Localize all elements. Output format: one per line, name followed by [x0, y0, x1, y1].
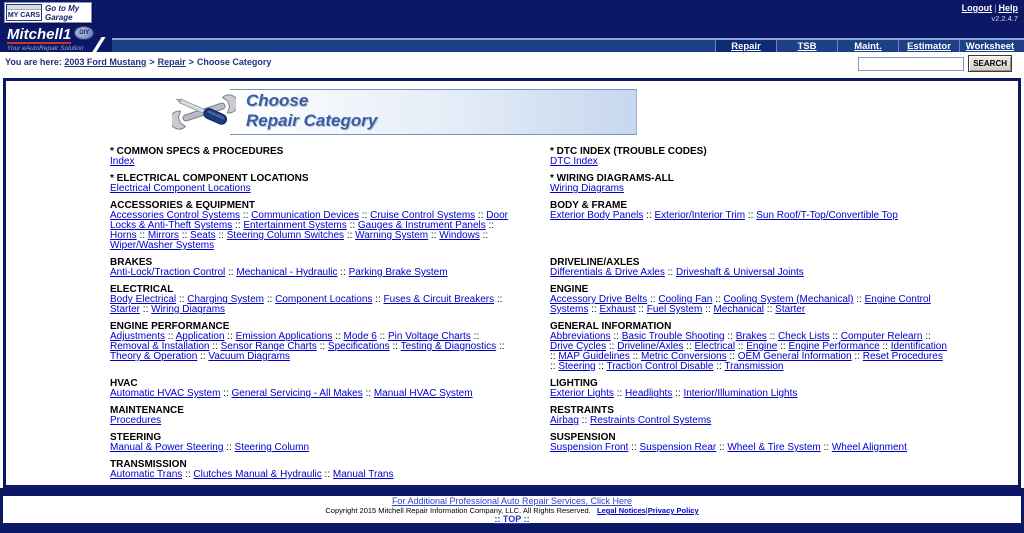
search-input[interactable] [858, 57, 964, 71]
tab-bar [715, 40, 1020, 52]
category-link-seats[interactable]: Seats [190, 230, 216, 241]
link-separator: :: [702, 304, 714, 315]
link-separator: :: [223, 442, 235, 453]
link-separator: :: [344, 230, 356, 241]
category-link-electrical-component-locations[interactable]: Electrical Component Locations [110, 183, 251, 194]
link-separator: :: [165, 331, 176, 342]
link-separator: :: [475, 210, 487, 221]
category-links [110, 295, 510, 315]
search-button[interactable]: SEARCH [968, 55, 1012, 72]
category-section-suspension [550, 433, 950, 453]
link-separator: :: [224, 331, 236, 342]
category-link-component-locations[interactable]: Component Locations [275, 294, 373, 305]
category-link-drive-cycles[interactable]: Drive Cycles [550, 341, 607, 352]
category-section-wiring-diagrams-all [550, 174, 950, 194]
category-link-reset-procedures[interactable]: Reset Procedures [862, 351, 943, 362]
category-links [110, 332, 510, 362]
category-link-removal-installation[interactable]: Removal & Installation [110, 341, 210, 352]
link-separator: :: [628, 442, 640, 453]
category-heading: HVAC [110, 378, 138, 389]
category-links [550, 295, 950, 315]
category-link-gauges-instrument-panels[interactable]: Gauges & Instrument Panels [357, 220, 486, 231]
category-link-theory-operation[interactable]: Theory & Operation [110, 351, 198, 362]
category-links [550, 389, 950, 399]
category-empty-cell [550, 460, 950, 480]
link-separator: :: [726, 351, 738, 362]
category-link-engine-control-systems[interactable]: Engine Control Systems [550, 294, 931, 315]
category-links [550, 443, 950, 453]
category-link-procedures[interactable]: Procedures [110, 415, 162, 426]
category-link-electrical[interactable]: Electrical [694, 341, 736, 352]
category-link-accessories-control-systems[interactable]: Accessories Control Systems [110, 210, 241, 221]
category-link-specifications[interactable]: Specifications [327, 341, 390, 352]
category-section-driveline-axles [550, 258, 950, 278]
category-heading: RESTRAINTS [550, 405, 614, 416]
category-link-vacuum-diagrams[interactable]: Vacuum Diagrams [208, 351, 290, 362]
legal-separator: | [645, 506, 648, 515]
category-links [110, 389, 510, 399]
link-separator: :: [376, 331, 388, 342]
category-link-horns[interactable]: Horns [110, 230, 137, 241]
breadcrumb-item-2003-ford-mustang[interactable]: 2003 Ford Mustang [64, 57, 147, 67]
category-link-suspension-rear[interactable]: Suspension Rear [639, 442, 717, 453]
link-separator: :: [606, 341, 618, 352]
footer [3, 496, 1021, 523]
category-section-general-information [550, 322, 950, 372]
tab-tsb[interactable]: TSB [776, 40, 837, 52]
category-link-manual-hvac-system[interactable]: Manual HVAC System [373, 388, 473, 399]
link-separator: :: [209, 341, 221, 352]
help-link[interactable]: Help [998, 3, 1018, 13]
category-row [110, 322, 1000, 372]
category-link-identification[interactable]: Identification [890, 341, 947, 352]
category-links [550, 184, 950, 194]
link-separator: :: [359, 210, 371, 221]
link-separator: :: [182, 469, 194, 480]
repair-tools-icon [172, 87, 236, 137]
category-link-headlights[interactable]: Headlights [625, 388, 673, 399]
link-separator: :: [879, 341, 891, 352]
category-section-maintenance [110, 406, 510, 426]
link-separator: :: [578, 415, 591, 426]
category-links [110, 416, 510, 426]
link-separator: :: [735, 341, 747, 352]
category-link-automatic-trans[interactable]: Automatic Trans [110, 469, 183, 480]
tab-maint[interactable]: Maint. [837, 40, 898, 52]
category-section-engine [550, 285, 950, 315]
link-separator: :: [389, 341, 401, 352]
link-separator: :: [664, 267, 676, 278]
category-link-adjustments[interactable]: Adjustments [110, 331, 166, 342]
tab-estimator[interactable]: Estimator [898, 40, 959, 52]
link-separator: :: [337, 267, 349, 278]
category-links [110, 211, 510, 251]
garage-label: Go to My Garage [45, 3, 80, 22]
link-separator: :: [851, 351, 863, 362]
category-links [110, 157, 510, 167]
additional-services-link[interactable]: For Additional Professional Auto Repair Services, Click Here [391, 496, 633, 506]
category-links [550, 332, 950, 372]
category-row [110, 174, 1000, 194]
link-separator: :: [263, 294, 276, 305]
category-link-manual-trans[interactable]: Manual Trans [332, 469, 394, 480]
category-link-mode-6[interactable]: Mode 6 [343, 331, 377, 342]
category-section-common-specs-procedures [110, 147, 510, 167]
page-title-line1: Choose [246, 91, 309, 110]
category-link-wiring-diagrams[interactable]: Wiring Diagrams [151, 304, 226, 315]
category-link-windows[interactable]: Windows [439, 230, 480, 241]
category-link-application[interactable]: Application [175, 331, 225, 342]
category-link-engine-performance[interactable]: Engine Performance [788, 341, 880, 352]
link-separator: :: [332, 331, 344, 342]
category-link-wheel-tire-system[interactable]: Wheel & Tire System [727, 442, 821, 453]
category-section-accessories-equipment [110, 201, 510, 251]
link-separator: :: [215, 230, 227, 241]
link-separator: :: [829, 331, 841, 342]
category-grid [110, 147, 1000, 480]
category-section-dtc-index-trouble-codes [550, 147, 950, 167]
link-separator: :: [629, 351, 641, 362]
session-links [962, 3, 1018, 13]
nav-band [0, 25, 1024, 52]
link-separator: :: [321, 469, 333, 480]
brand-logo [7, 26, 94, 52]
category-heading: LIGHTING [550, 378, 598, 389]
link-separator: :: [588, 304, 600, 315]
category-link-pin-voltage-charts[interactable]: Pin Voltage Charts [387, 331, 471, 342]
my-cars-license-plate-icon [6, 4, 42, 21]
category-link-traction-control-disable[interactable]: Traction Control Disable [606, 361, 714, 372]
category-link-check-lists[interactable]: Check Lists [777, 331, 830, 342]
brand-name: Mitchell1 [7, 26, 72, 43]
category-link-warning-system[interactable]: Warning System [355, 230, 429, 241]
footer-side-frame [0, 496, 1024, 523]
legal-notices-link[interactable]: Legal Notices [597, 506, 646, 515]
category-link-communication-devices[interactable]: Communication Devices [251, 210, 359, 221]
category-heading: MAINTENANCE [110, 405, 184, 416]
category-link-restraints-control-systems[interactable]: Restraints Control Systems [590, 415, 712, 426]
category-section-body-frame [550, 201, 950, 251]
category-link-anti-lock-traction-control[interactable]: Anti-Lock/Traction Control [110, 267, 226, 278]
category-section-transmission [110, 460, 510, 480]
category-link-testing-diagnostics[interactable]: Testing & Diagnostics [400, 341, 497, 352]
link-separator: :: [647, 294, 659, 305]
link-separator: :: [479, 230, 489, 241]
link-separator: :: [713, 361, 725, 372]
category-link-metric-conversions[interactable]: Metric Conversions [641, 351, 727, 362]
link-separator: :: [745, 210, 757, 221]
footer-divider-bar [0, 488, 1024, 496]
brand-tagline: Your eAutoRepair Solution [7, 45, 84, 52]
page-title-line2: Repair Category [246, 111, 378, 130]
category-section-restraints [550, 406, 950, 426]
category-links [110, 184, 510, 194]
category-section-hvac [110, 379, 510, 399]
link-separator: :: [610, 331, 622, 342]
category-link-engine[interactable]: Engine [746, 341, 778, 352]
category-link-computer-relearn[interactable]: Computer Relearn [840, 331, 923, 342]
category-link-steering-column-switches[interactable]: Steering Column Switches [226, 230, 345, 241]
version-label: v2.2.4.7 [991, 14, 1018, 23]
link-separator: :: [346, 220, 358, 231]
category-section-steering [110, 433, 510, 453]
link-separator: :: [232, 220, 244, 231]
category-link-map-guidelines[interactable]: MAP Guidelines [558, 351, 630, 362]
category-heading: ACCESSORIES & EQUIPMENT [110, 200, 256, 211]
category-link-steering-column[interactable]: Steering Column [234, 442, 310, 453]
top-bar [0, 0, 1024, 25]
category-row [110, 433, 1000, 453]
link-separator: :: [178, 230, 191, 241]
link-separator: :: [550, 351, 559, 362]
category-links [110, 443, 510, 453]
link-separator: :: [362, 388, 374, 399]
link-separator: :: [372, 294, 384, 305]
category-link-manual-power-steering[interactable]: Manual & Power Steering [110, 442, 224, 453]
category-heading: TRANSMISSION [110, 459, 187, 470]
category-link-wheel-alignment[interactable]: Wheel Alignment [831, 442, 907, 453]
go-to-my-garage-button[interactable] [4, 2, 92, 23]
link-separator: :: [176, 294, 188, 305]
category-heading: BODY & FRAME [550, 200, 628, 211]
category-link-abbreviations[interactable]: Abbreviations [550, 331, 611, 342]
category-section-lighting [550, 379, 950, 399]
category-row [110, 258, 1000, 278]
category-link-starter[interactable]: Starter [110, 304, 141, 315]
category-link-exterior-lights[interactable]: Exterior Lights [550, 388, 614, 399]
copyright-text: Copyright 2015 Mitchell Repair Information Company, LLC. All Rights Reserved. [325, 506, 591, 515]
category-link-mirrors[interactable]: Mirrors [147, 230, 179, 241]
page-title [246, 91, 377, 131]
category-link-entertainment-systems[interactable]: Entertainment Systems [243, 220, 347, 231]
category-link-brakes[interactable]: Brakes [735, 331, 767, 342]
tab-worksheet[interactable]: Worksheet [959, 40, 1020, 52]
privacy-policy-link[interactable]: Privacy Policy [647, 506, 699, 515]
category-heading: ENGINE [550, 284, 589, 295]
link-separator: :: [724, 331, 736, 342]
link-separator: :: [136, 230, 148, 241]
category-link-sensor-range-charts[interactable]: Sensor Range Charts [220, 341, 317, 352]
link-separator: :: [643, 210, 655, 221]
category-link-cruise-control-systems[interactable]: Cruise Control Systems [370, 210, 476, 221]
breadcrumb-row [0, 52, 1024, 78]
category-section-electrical-component-locations [110, 174, 510, 194]
category-row [110, 379, 1000, 399]
category-heading: DRIVELINE/AXLES [550, 257, 640, 268]
link-separator: :: [485, 220, 495, 231]
category-link-basic-trouble-shooting[interactable]: Basic Trouble Shooting [621, 331, 725, 342]
category-link-wiper-washer-systems[interactable]: Wiper/Washer Systems [110, 240, 215, 251]
logout-link[interactable]: Logout [961, 3, 993, 13]
category-link-dtc-index[interactable]: DTC Index [550, 156, 598, 167]
category-heading: ELECTRICAL [110, 284, 174, 295]
link-separator: :: [494, 294, 503, 305]
category-link-cooling-system-mechanical[interactable]: Cooling System (Mechanical) [723, 294, 854, 305]
category-link-mechanical[interactable]: Mechanical [713, 304, 765, 315]
link-separator: :: [197, 351, 209, 362]
category-row [110, 147, 1000, 167]
tab-repair[interactable]: Repair [715, 40, 776, 52]
category-link-starter[interactable]: Starter [775, 304, 806, 315]
footer-bottom-bar [0, 523, 1024, 533]
link-separator: :: [683, 341, 695, 352]
category-link-wiring-diagrams[interactable]: Wiring Diagrams [550, 183, 624, 194]
category-links [110, 470, 510, 480]
category-row [110, 460, 1000, 480]
link-separator: :: [853, 294, 865, 305]
category-link-door-locks-anti-theft-systems[interactable]: Door Locks & Anti-Theft Systems [110, 210, 508, 231]
link-separator: :: [470, 331, 480, 342]
category-link-interior-illumination-lights[interactable]: Interior/Illumination Lights [683, 388, 798, 399]
tab-strip [112, 38, 1024, 52]
category-section-engine-performance [110, 322, 510, 372]
brand-diy-badge: DIY [74, 26, 94, 40]
category-link-oem-general-information[interactable]: OEM General Information [737, 351, 852, 362]
link-separator: :: [428, 230, 440, 241]
category-link-fuel-system[interactable]: Fuel System [646, 304, 703, 315]
link-separator: :: [777, 341, 789, 352]
category-link-suspension-front[interactable]: Suspension Front [550, 442, 629, 453]
breadcrumb-item-choose-category: Choose Category [196, 57, 272, 67]
category-row [110, 406, 1000, 426]
breadcrumb-separator: > [149, 57, 155, 67]
breadcrumb-item-repair[interactable]: Repair [157, 57, 186, 67]
category-links [550, 268, 950, 278]
link-separator: :: [672, 388, 684, 399]
category-link-accessory-drive-belts[interactable]: Accessory Drive Belts [550, 294, 648, 305]
breadcrumb-separator: > [188, 57, 194, 67]
category-link-differentials-drive-axles[interactable]: Differentials & Drive Axles [550, 267, 665, 278]
category-links [550, 211, 950, 221]
category-heading: SUSPENSION [550, 432, 616, 443]
category-link-clutches-manual-hydraulic[interactable]: Clutches Manual & Hydraulic [193, 469, 322, 480]
category-link-steering[interactable]: Steering [558, 361, 596, 372]
category-link-general-servicing-all-makes[interactable]: General Servicing - All Makes [231, 388, 363, 399]
page-banner [172, 89, 637, 135]
breadcrumb [5, 57, 271, 67]
category-link-parking-brake-system[interactable]: Parking Brake System [348, 267, 448, 278]
link-separator: :: [716, 442, 728, 453]
link-separator: :: [496, 341, 505, 352]
link-separator: :: [550, 361, 559, 372]
category-link-exhaust[interactable]: Exhaust [599, 304, 636, 315]
category-links [550, 157, 950, 167]
main-content-frame [3, 78, 1021, 488]
link-separator: :: [712, 294, 724, 305]
category-heading: * COMMON SPECS & PROCEDURES [110, 146, 284, 157]
category-link-exterior-interior-trim[interactable]: Exterior/Interior Trim [654, 210, 746, 221]
category-link-exterior-body-panels[interactable]: Exterior Body Panels [550, 210, 644, 221]
category-link-mechanical-hydraulic[interactable]: Mechanical - Hydraulic [236, 267, 338, 278]
category-heading: BRAKES [110, 257, 153, 268]
category-link-index[interactable]: Index [110, 156, 135, 167]
link-separator: :: [635, 304, 647, 315]
category-heading: STEERING [110, 432, 162, 443]
category-row [110, 285, 1000, 315]
category-link-fuses-circuit-breakers[interactable]: Fuses & Circuit Breakers [383, 294, 495, 305]
link-separator: :: [220, 388, 232, 399]
category-heading: ENGINE PERFORMANCE [110, 321, 230, 332]
link-separator: :: [595, 361, 607, 372]
link-separator: :: [316, 341, 328, 352]
category-row [110, 201, 1000, 251]
category-link-driveshaft-universal-joints[interactable]: Driveshaft & Universal Joints [675, 267, 804, 278]
link-separator: :: [820, 442, 832, 453]
category-link-airbag[interactable]: Airbag [550, 415, 579, 426]
category-link-driveline-axles[interactable]: Driveline/Axles [617, 341, 684, 352]
category-heading: * WIRING DIAGRAMS-ALL [550, 173, 674, 184]
link-separator: :: [140, 304, 152, 315]
category-section-electrical [110, 285, 510, 315]
category-link-transmission[interactable]: Transmission [724, 361, 784, 372]
category-link-emission-applications[interactable]: Emission Applications [235, 331, 333, 342]
category-heading: * ELECTRICAL COMPONENT LOCATIONS [110, 173, 309, 184]
plate-label: MY CARS [7, 11, 41, 19]
category-heading: * DTC INDEX (TROUBLE CODES) [550, 146, 707, 157]
top-link[interactable]: :: TOP :: [494, 514, 530, 524]
category-link-charging-system[interactable]: Charging System [187, 294, 264, 305]
link-separator: :: [922, 331, 931, 342]
link-separator: :: [240, 210, 252, 221]
search-box [858, 55, 1012, 72]
link-separator: :: [225, 267, 237, 278]
category-heading: GENERAL INFORMATION [550, 321, 672, 332]
link-separator: :: [766, 331, 778, 342]
category-links [550, 416, 950, 426]
category-link-automatic-hvac-system[interactable]: Automatic HVAC System [110, 388, 221, 399]
category-links [110, 268, 510, 278]
category-link-body-electrical[interactable]: Body Electrical [110, 294, 177, 305]
breadcrumb-prefix: You are here: [5, 57, 65, 67]
category-link-cooling-fan[interactable]: Cooling Fan [658, 294, 713, 305]
link-separator: :: [613, 388, 626, 399]
category-link-sun-roof-t-top-convertible-top[interactable]: Sun Roof/T-Top/Convertible Top [756, 210, 898, 221]
category-section-brakes [110, 258, 510, 278]
link-separator: :: [764, 304, 776, 315]
links-separator: | [994, 3, 997, 13]
